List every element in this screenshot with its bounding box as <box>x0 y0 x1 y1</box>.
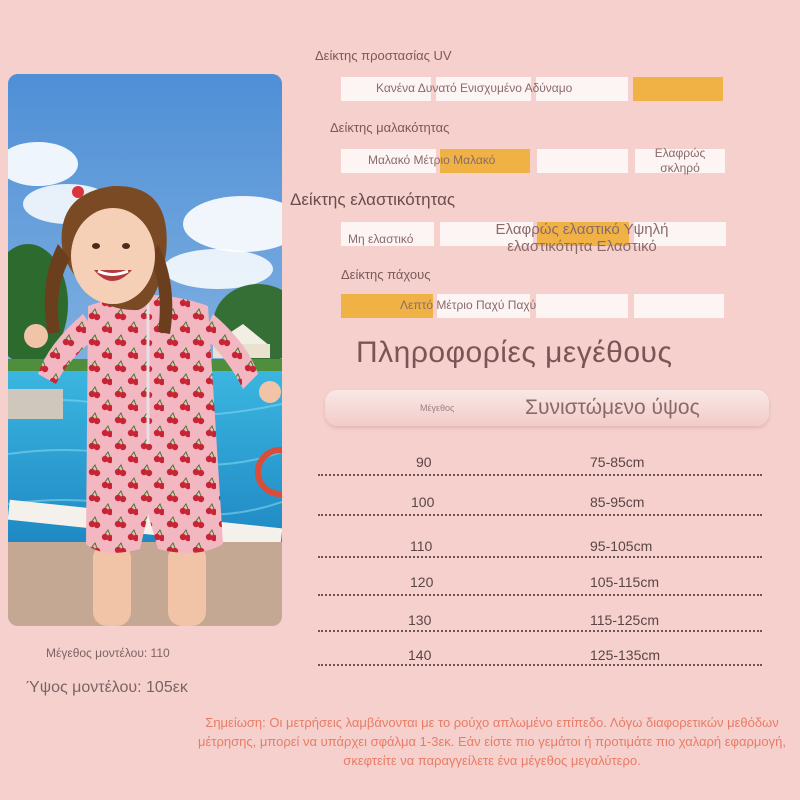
measurement-note: Σημείωση: Οι μετρήσεις λαμβάνονται με το ρούχο απλωμένο επίπεδο. Λόγω διαφορετικών μεθόδων μέτρησης, μπορεί να υπάρχει σφάλμα 1-3εκ. Εάν είστε πιο γεμάτοι ή προτιμάτε πιο χαλαρή εφαρμογή, σκεφτείτε να παραγγείλετε ένα μέγεθος μεγαλύτερο. <box>198 715 786 768</box>
size-column-header: Μέγεθος <box>420 403 455 413</box>
model-size-label: Μέγεθος μοντέλου: 110 <box>46 646 170 660</box>
height-column-header: Συνιστώμενο ύψος <box>525 396 700 419</box>
thickness-cell-3 <box>536 294 628 318</box>
height-cell-90: 75-85cm <box>590 454 645 470</box>
uv-cell-selected <box>633 77 723 101</box>
height-cell-100: 85-95cm <box>590 494 645 510</box>
row-divider <box>318 664 762 667</box>
size-cell-100: 100 <box>411 494 435 510</box>
thickness-indicator-title: Δείκτης πάχους <box>341 267 431 282</box>
size-info-title: Πληροφορίες μεγέθους <box>356 336 673 369</box>
size-cell-140: 140 <box>408 647 432 663</box>
height-cell-140: 125-135cm <box>590 647 661 663</box>
height-cell-120: 105-115cm <box>590 574 660 590</box>
height-cell-110: 95-105cm <box>590 538 653 554</box>
thickness-cell-4 <box>634 294 724 318</box>
model-height-label: Ύψος μοντέλου: 105εκ <box>26 679 188 696</box>
row-divider <box>318 594 762 597</box>
uv-options-label: Κανένα Δυνατό Ενισχυμένο Αδύναμο <box>376 81 573 95</box>
uv-indicator-title: Δείκτης προστασίας UV <box>315 48 452 63</box>
product-photo <box>8 74 282 626</box>
elasticity-options-label: Ελαφρώς ελαστικό Υψηλή ελαστικότητα Ελαστικό <box>495 221 669 255</box>
size-cell-90: 90 <box>416 454 432 470</box>
row-divider <box>318 630 762 633</box>
row-divider <box>318 474 762 477</box>
row-divider <box>318 556 762 559</box>
size-cell-120: 120 <box>410 574 434 590</box>
height-cell-130: 115-125cm <box>590 612 660 628</box>
elasticity-option-non-elastic: Μη ελαστικό <box>348 232 414 246</box>
size-cell-110: 110 <box>410 538 433 554</box>
softness-options-label: Μαλακό Μέτριο Μαλακό <box>368 153 496 167</box>
softness-indicator-title: Δείκτης μαλακότητας <box>330 120 450 135</box>
elasticity-indicator-title: Δείκτης ελαστικότητας <box>290 190 456 209</box>
softness-option-slightly-hard: Ελαφρώς σκληρό <box>654 146 706 175</box>
size-cell-130: 130 <box>408 612 432 628</box>
row-divider <box>318 514 762 517</box>
softness-cell-3 <box>537 149 628 173</box>
thickness-options-label: Λεπτό Μέτριο Παχύ Παχύ <box>400 298 537 312</box>
